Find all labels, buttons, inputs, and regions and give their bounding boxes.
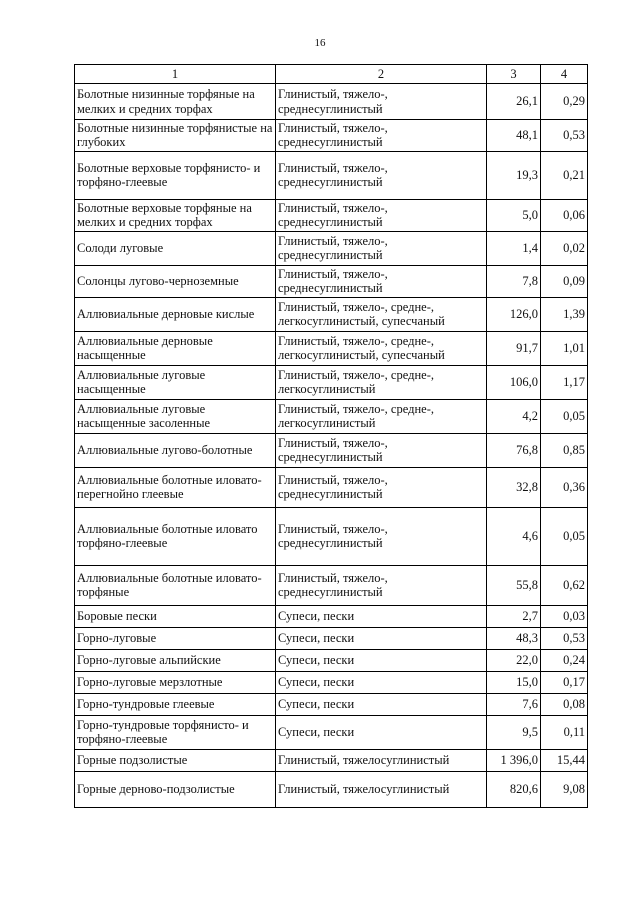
texture-cell: Глинистый, тяжело-, средне-, легкосуглинистый <box>276 365 487 399</box>
soil-name-cell: Болотные верховые торфянисто- и торфяно-глеевые <box>75 151 276 199</box>
area-cell: 820,6 <box>487 771 541 807</box>
soil-name-cell: Горно-луговые <box>75 627 276 649</box>
header-col-4: 4 <box>541 65 588 84</box>
soil-name-cell: Горно-тундровые торфянисто- и торфяно-глеевые <box>75 715 276 749</box>
soil-name-cell: Аллювиальные лугово-болотные <box>75 433 276 467</box>
table-row <box>75 749 588 771</box>
area-cell: 126,0 <box>487 297 541 331</box>
texture-cell: Супеси, пески <box>276 671 487 693</box>
table-header <box>75 65 588 84</box>
table-row <box>75 565 588 605</box>
soil-name-cell: Аллювиальные болотные иловато-перегнойно глеевые <box>75 467 276 507</box>
header-col-3: 3 <box>487 65 541 84</box>
share-cell: 1,17 <box>541 365 588 399</box>
area-cell: 22,0 <box>487 649 541 671</box>
soil-name-cell: Горно-луговые мерзлотные <box>75 671 276 693</box>
share-cell: 0,03 <box>541 605 588 627</box>
soil-name-cell: Аллювиальные дерновые кислые <box>75 297 276 331</box>
area-cell: 91,7 <box>487 331 541 365</box>
table-row <box>75 771 588 807</box>
table-row <box>75 120 588 152</box>
table-row <box>75 265 588 297</box>
area-cell: 1,4 <box>487 231 541 265</box>
table-row <box>75 365 588 399</box>
texture-cell: Супеси, пески <box>276 627 487 649</box>
table-row <box>75 297 588 331</box>
texture-cell: Глинистый, тяжело-, средне-, легкосуглинистый, супесчаный <box>276 331 487 365</box>
texture-cell: Глинистый, тяжело-, среднесуглинистый <box>276 231 487 265</box>
texture-cell: Супеси, пески <box>276 605 487 627</box>
texture-cell: Глинистый, тяжело-, среднесуглинистый <box>276 151 487 199</box>
area-cell: 48,3 <box>487 627 541 649</box>
table-row <box>75 467 588 507</box>
soil-name-cell: Горно-тундровые глеевые <box>75 693 276 715</box>
soil-name-cell: Аллювиальные луговые насыщенные засоленные <box>75 399 276 433</box>
table-row <box>75 151 588 199</box>
share-cell: 15,44 <box>541 749 588 771</box>
soil-name-cell: Аллювиальные болотные иловато торфяно-глеевые <box>75 507 276 565</box>
share-cell: 0,05 <box>541 399 588 433</box>
area-cell: 7,6 <box>487 693 541 715</box>
header-col-1: 1 <box>75 65 276 84</box>
area-cell: 26,1 <box>487 84 541 120</box>
area-cell: 55,8 <box>487 565 541 605</box>
texture-cell: Супеси, пески <box>276 649 487 671</box>
area-cell: 19,3 <box>487 151 541 199</box>
page-number: 16 <box>314 37 326 49</box>
header-col-2: 2 <box>276 65 487 84</box>
share-cell: 1,01 <box>541 331 588 365</box>
share-cell: 0,62 <box>541 565 588 605</box>
area-cell: 76,8 <box>487 433 541 467</box>
area-cell: 32,8 <box>487 467 541 507</box>
texture-cell: Глинистый, тяжело-, среднесуглинистый <box>276 433 487 467</box>
area-cell: 48,1 <box>487 120 541 152</box>
share-cell: 0,53 <box>541 627 588 649</box>
texture-cell: Супеси, пески <box>276 693 487 715</box>
soil-name-cell: Солоди луговые <box>75 231 276 265</box>
share-cell: 0,29 <box>541 84 588 120</box>
soil-name-cell: Боровые пески <box>75 605 276 627</box>
texture-cell: Глинистый, тяжело-, среднесуглинистый <box>276 467 487 507</box>
share-cell: 0,17 <box>541 671 588 693</box>
texture-cell: Глинистый, тяжело-, среднесуглинистый <box>276 199 487 231</box>
share-cell: 0,24 <box>541 649 588 671</box>
share-cell: 0,53 <box>541 120 588 152</box>
table-row <box>75 605 588 627</box>
table-row <box>75 433 588 467</box>
texture-cell: Глинистый, тяжело-, среднесуглинистый <box>276 84 487 120</box>
table-body <box>75 84 588 808</box>
soil-table <box>74 64 588 808</box>
header-row <box>75 65 588 84</box>
soil-name-cell: Болотные верховые торфяные на мелких и средних торфах <box>75 199 276 231</box>
soil-name-cell: Аллювиальные болотные иловато-торфяные <box>75 565 276 605</box>
area-cell: 4,2 <box>487 399 541 433</box>
area-cell: 106,0 <box>487 365 541 399</box>
texture-cell: Глинистый, тяжело-, среднесуглинистый <box>276 565 487 605</box>
texture-cell: Глинистый, тяжело-, средне-, легкосуглинистый <box>276 399 487 433</box>
table-row <box>75 231 588 265</box>
share-cell: 0,05 <box>541 507 588 565</box>
area-cell: 1 396,0 <box>487 749 541 771</box>
area-cell: 9,5 <box>487 715 541 749</box>
area-cell: 15,0 <box>487 671 541 693</box>
table-row <box>75 627 588 649</box>
table-row <box>75 331 588 365</box>
share-cell: 0,11 <box>541 715 588 749</box>
texture-cell: Глинистый, тяжелосуглинистый <box>276 749 487 771</box>
table-row <box>75 507 588 565</box>
texture-cell: Глинистый, тяжело-, среднесуглинистый <box>276 120 487 152</box>
table-row <box>75 84 588 120</box>
area-cell: 5,0 <box>487 199 541 231</box>
texture-cell: Глинистый, тяжелосуглинистый <box>276 771 487 807</box>
soil-name-cell: Солонцы лугово-черноземные <box>75 265 276 297</box>
soil-name-cell: Горно-луговые альпийские <box>75 649 276 671</box>
area-cell: 7,8 <box>487 265 541 297</box>
texture-cell: Глинистый, тяжело-, среднесуглинистый <box>276 265 487 297</box>
share-cell: 9,08 <box>541 771 588 807</box>
texture-cell: Супеси, пески <box>276 715 487 749</box>
share-cell: 0,36 <box>541 467 588 507</box>
share-cell: 0,08 <box>541 693 588 715</box>
table-row <box>75 671 588 693</box>
soil-name-cell: Болотные низинные торфянистые на глубоких <box>75 120 276 152</box>
texture-cell: Глинистый, тяжело-, среднесуглинистый <box>276 507 487 565</box>
soil-name-cell: Болотные низинные торфяные на мелких и средних торфах <box>75 84 276 120</box>
soil-name-cell: Горные подзолистые <box>75 749 276 771</box>
share-cell: 0,06 <box>541 199 588 231</box>
share-cell: 0,85 <box>541 433 588 467</box>
table-row <box>75 399 588 433</box>
table-row <box>75 649 588 671</box>
soil-name-cell: Аллювиальные дерновые насыщенные <box>75 331 276 365</box>
share-cell: 0,02 <box>541 231 588 265</box>
area-cell: 2,7 <box>487 605 541 627</box>
table-row <box>75 693 588 715</box>
area-cell: 4,6 <box>487 507 541 565</box>
table-row <box>75 199 588 231</box>
soil-name-cell: Горные дерново-подзолистые <box>75 771 276 807</box>
share-cell: 0,21 <box>541 151 588 199</box>
table-row <box>75 715 588 749</box>
share-cell: 1,39 <box>541 297 588 331</box>
soil-name-cell: Аллювиальные луговые насыщенные <box>75 365 276 399</box>
texture-cell: Глинистый, тяжело-, средне-, легкосуглинистый, супесчаный <box>276 297 487 331</box>
share-cell: 0,09 <box>541 265 588 297</box>
